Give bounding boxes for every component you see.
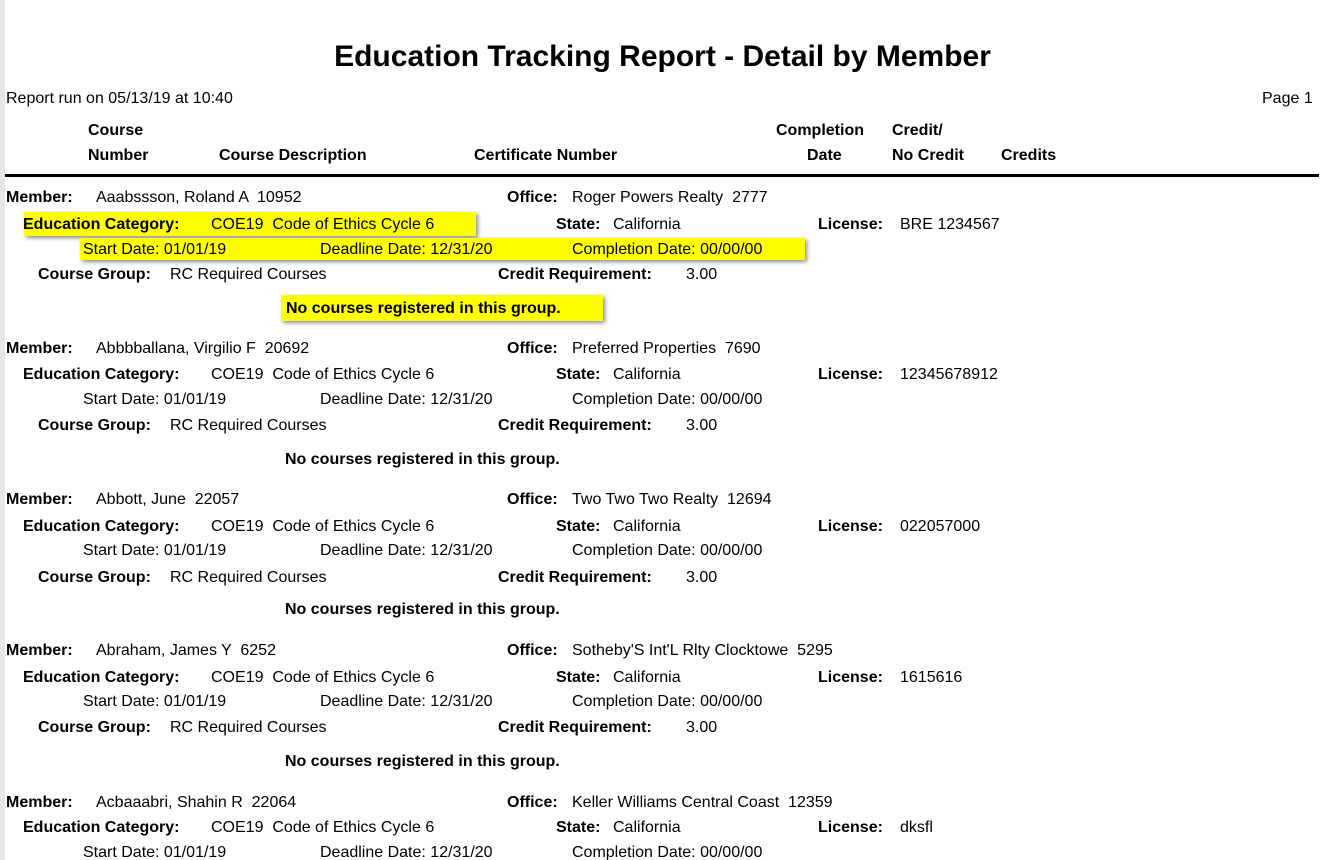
- education-category-value: COE19 Code of Ethics Cycle 6: [211, 366, 435, 383]
- course-group-label: Course Group:: [38, 266, 151, 283]
- state-value: California: [613, 216, 681, 233]
- col-credits: Credits: [1001, 147, 1057, 164]
- start-date: Start Date: 01/01/19: [83, 241, 227, 258]
- member-record: [0, 491, 1329, 643]
- no-courses-message: No courses registered in this group.: [286, 300, 561, 317]
- education-category-label: Education Category:: [23, 819, 180, 836]
- credit-requirement-value: 3.00: [686, 417, 718, 434]
- start-date: Start Date: 01/01/19: [83, 693, 227, 710]
- course-group-label: Course Group:: [38, 719, 151, 736]
- member-record: [0, 189, 1329, 341]
- deadline-date: Deadline Date: 12/31/20: [320, 693, 493, 710]
- member-label: Member:: [6, 642, 73, 659]
- credit-requirement-label: Credit Requirement:: [498, 569, 652, 586]
- member-name: Abbott, June 22057: [96, 491, 240, 508]
- education-category-value: COE19 Code of Ethics Cycle 6: [211, 819, 435, 836]
- education-category-value: COE19 Code of Ethics Cycle 6: [211, 216, 435, 233]
- state-value: California: [613, 366, 681, 383]
- course-group-label: Course Group:: [38, 417, 151, 434]
- office-label: Office:: [507, 491, 558, 508]
- license-label: License:: [818, 518, 883, 535]
- report-run-info: Report run on 05/13/19 at 10:40: [6, 90, 233, 107]
- course-group-value: RC Required Courses: [170, 719, 327, 736]
- deadline-date: Deadline Date: 12/31/20: [320, 241, 493, 258]
- completion-date: Completion Date: 00/00/00: [572, 542, 763, 559]
- state-label: State:: [556, 669, 601, 686]
- col-completion-line1: Completion: [776, 122, 864, 139]
- start-date: Start Date: 01/01/19: [83, 844, 227, 860]
- credit-requirement-label: Credit Requirement:: [498, 719, 652, 736]
- license-value: 022057000: [900, 518, 981, 535]
- col-certificate-number: Certificate Number: [474, 147, 618, 164]
- member-name: Abraham, James Y 6252: [96, 642, 276, 659]
- start-date: Start Date: 01/01/19: [83, 542, 227, 559]
- deadline-date: Deadline Date: 12/31/20: [320, 391, 493, 408]
- course-group-label: Course Group:: [38, 569, 151, 586]
- completion-date: Completion Date: 00/00/00: [572, 241, 763, 258]
- state-label: State:: [556, 216, 601, 233]
- credit-requirement-value: 3.00: [686, 569, 718, 586]
- col-completion-line2: Date: [807, 147, 842, 164]
- start-date: Start Date: 01/01/19: [83, 391, 227, 408]
- office-label: Office:: [507, 794, 558, 811]
- education-category-value: COE19 Code of Ethics Cycle 6: [211, 518, 435, 535]
- member-label: Member:: [6, 189, 73, 206]
- license-label: License:: [818, 216, 883, 233]
- completion-date: Completion Date: 00/00/00: [572, 844, 763, 860]
- office-label: Office:: [507, 189, 558, 206]
- member-name: Acbaaabri, Shahin R 22064: [96, 794, 297, 811]
- header-rule: [5, 174, 1319, 177]
- col-credit-line1: Credit/: [892, 122, 943, 139]
- page-number: Page 1: [1262, 90, 1313, 107]
- member-name: Abbbballana, Virgilio F 20692: [96, 340, 310, 357]
- member-record: [0, 340, 1329, 492]
- credit-requirement-label: Credit Requirement:: [498, 266, 652, 283]
- member-label: Member:: [6, 340, 73, 357]
- education-category-value: COE19 Code of Ethics Cycle 6: [211, 669, 435, 686]
- col-course-description: Course Description: [219, 147, 367, 164]
- state-value: California: [613, 669, 681, 686]
- education-category-label: Education Category:: [23, 518, 180, 535]
- member-label: Member:: [6, 794, 73, 811]
- office-value: Two Two Two Realty 12694: [572, 491, 772, 508]
- deadline-date: Deadline Date: 12/31/20: [320, 542, 493, 559]
- office-label: Office:: [507, 340, 558, 357]
- member-label: Member:: [6, 491, 73, 508]
- no-courses-message: No courses registered in this group.: [285, 601, 560, 618]
- office-label: Office:: [507, 642, 558, 659]
- education-category-label: Education Category:: [23, 669, 180, 686]
- state-label: State:: [556, 518, 601, 535]
- license-value: 12345678912: [900, 366, 998, 383]
- office-value: Roger Powers Realty 2777: [572, 189, 768, 206]
- license-value: BRE 1234567: [900, 216, 1000, 233]
- course-group-value: RC Required Courses: [170, 417, 327, 434]
- license-value: dksfl: [900, 819, 933, 836]
- license-label: License:: [818, 819, 883, 836]
- license-label: License:: [818, 669, 883, 686]
- education-category-label: Education Category:: [23, 366, 180, 383]
- office-value: Keller Williams Central Coast 12359: [572, 794, 833, 811]
- state-value: California: [613, 518, 681, 535]
- completion-date: Completion Date: 00/00/00: [572, 693, 763, 710]
- course-group-value: RC Required Courses: [170, 266, 327, 283]
- credit-requirement-value: 3.00: [686, 266, 718, 283]
- no-courses-message: No courses registered in this group.: [285, 753, 560, 770]
- member-record: [0, 794, 1329, 860]
- license-label: License:: [818, 366, 883, 383]
- report-title: Education Tracking Report - Detail by Member: [334, 40, 991, 73]
- no-courses-message: No courses registered in this group.: [285, 451, 560, 468]
- credit-requirement-value: 3.00: [686, 719, 718, 736]
- col-credit-line2: No Credit: [892, 147, 964, 164]
- course-group-value: RC Required Courses: [170, 569, 327, 586]
- member-record: [0, 642, 1329, 794]
- deadline-date: Deadline Date: 12/31/20: [320, 844, 493, 860]
- education-category-label: Education Category:: [23, 216, 180, 233]
- completion-date: Completion Date: 00/00/00: [572, 391, 763, 408]
- col-course-number-line1: Course: [88, 122, 144, 139]
- license-value: 1615616: [900, 669, 963, 686]
- col-course-number-line2: Number: [88, 147, 149, 164]
- member-name: Aaabssson, Roland A 10952: [96, 189, 302, 206]
- office-value: Preferred Properties 7690: [572, 340, 761, 357]
- state-label: State:: [556, 819, 601, 836]
- credit-requirement-label: Credit Requirement:: [498, 417, 652, 434]
- office-value: Sotheby'S Int'L Rlty Clocktowe 5295: [572, 642, 833, 659]
- state-label: State:: [556, 366, 601, 383]
- state-value: California: [613, 819, 681, 836]
